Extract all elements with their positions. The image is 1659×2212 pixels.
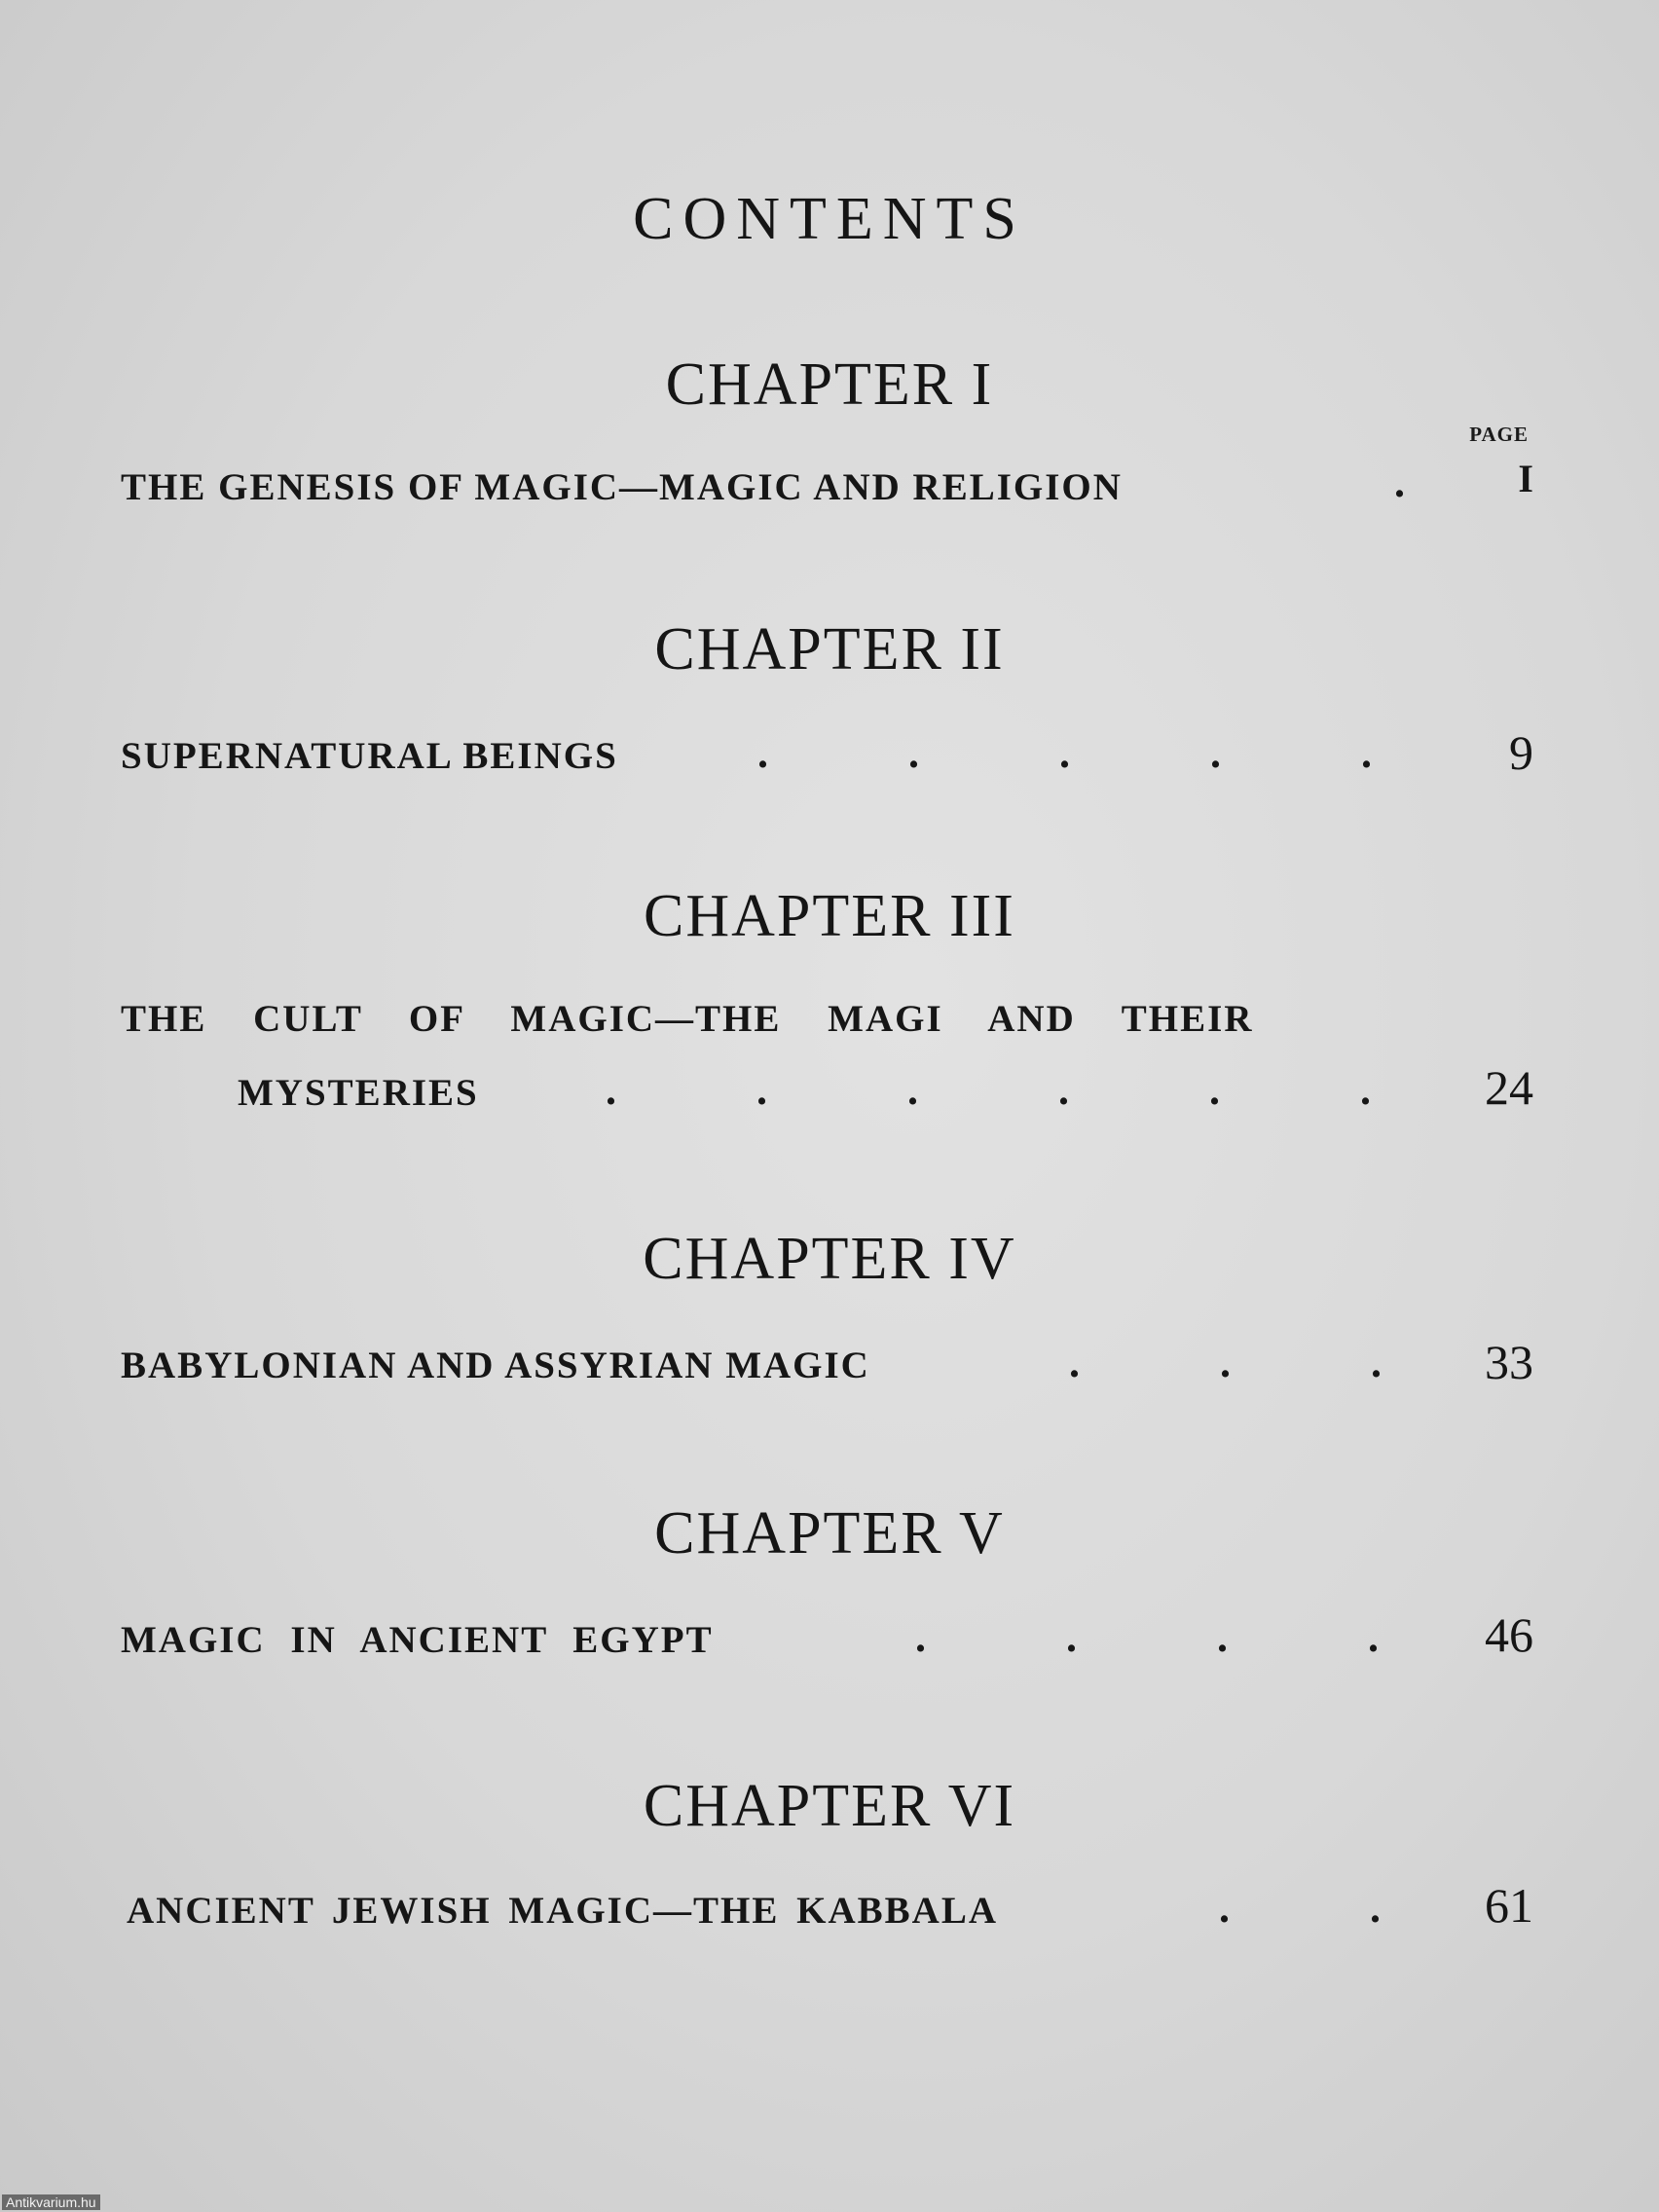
chapter-heading-4: CHAPTER IV <box>643 1226 1016 1292</box>
toc-entry-3-title: THE CULT OF MAGIC—THE MAGI AND THEIR <box>121 998 1254 1040</box>
toc-entry-4-title: BABYLONIAN AND ASSYRIAN MAGIC <box>121 1345 870 1386</box>
toc-entry-5-title: MAGIC IN ANCIENT EGYPT <box>121 1619 714 1661</box>
chapter-heading-5: CHAPTER V <box>654 1500 1005 1567</box>
chapter-heading-1: CHAPTER I <box>665 351 994 418</box>
watermark: Antikvarium.hu <box>2 2194 100 2210</box>
toc-entry-5-leader: . . . . <box>915 1613 1379 1661</box>
toc-entry-1-leader: . <box>1394 459 1405 506</box>
toc-entry-1-page: I <box>1518 457 1533 500</box>
toc-entry-2-page: 9 <box>1509 725 1533 780</box>
toc-entry-4-page: 33 <box>1485 1335 1533 1389</box>
toc-entry-1-title: THE GENESIS OF MAGIC—MAGIC AND RELIGION <box>121 466 1123 508</box>
page-title: CONTENTS <box>633 186 1026 252</box>
toc-entry-3-title-cont: MYSTERIES <box>238 1072 479 1114</box>
toc-entry-3-leader: . . . . . . <box>606 1066 1371 1114</box>
toc-entry-4-leader: . . . <box>1069 1339 1382 1386</box>
toc-entry-6-page: 61 <box>1485 1878 1533 1933</box>
toc-entry-2-leader: . . . . . <box>757 729 1372 777</box>
toc-entry-5-page: 46 <box>1485 1607 1533 1662</box>
chapter-heading-6: CHAPTER VI <box>643 1773 1016 1839</box>
chapter-heading-2: CHAPTER II <box>654 616 1005 682</box>
toc-entry-6-title: ANCIENT JEWISH MAGIC—THE KABBALA <box>127 1890 999 1932</box>
toc-entry-3-page: 24 <box>1485 1060 1533 1115</box>
page-column-label: PAGE <box>1469 423 1529 446</box>
toc-entry-6-leader: . . <box>1219 1884 1381 1932</box>
toc-entry-2-title: SUPERNATURAL BEINGS <box>121 735 618 777</box>
chapter-heading-3: CHAPTER III <box>644 883 1015 949</box>
